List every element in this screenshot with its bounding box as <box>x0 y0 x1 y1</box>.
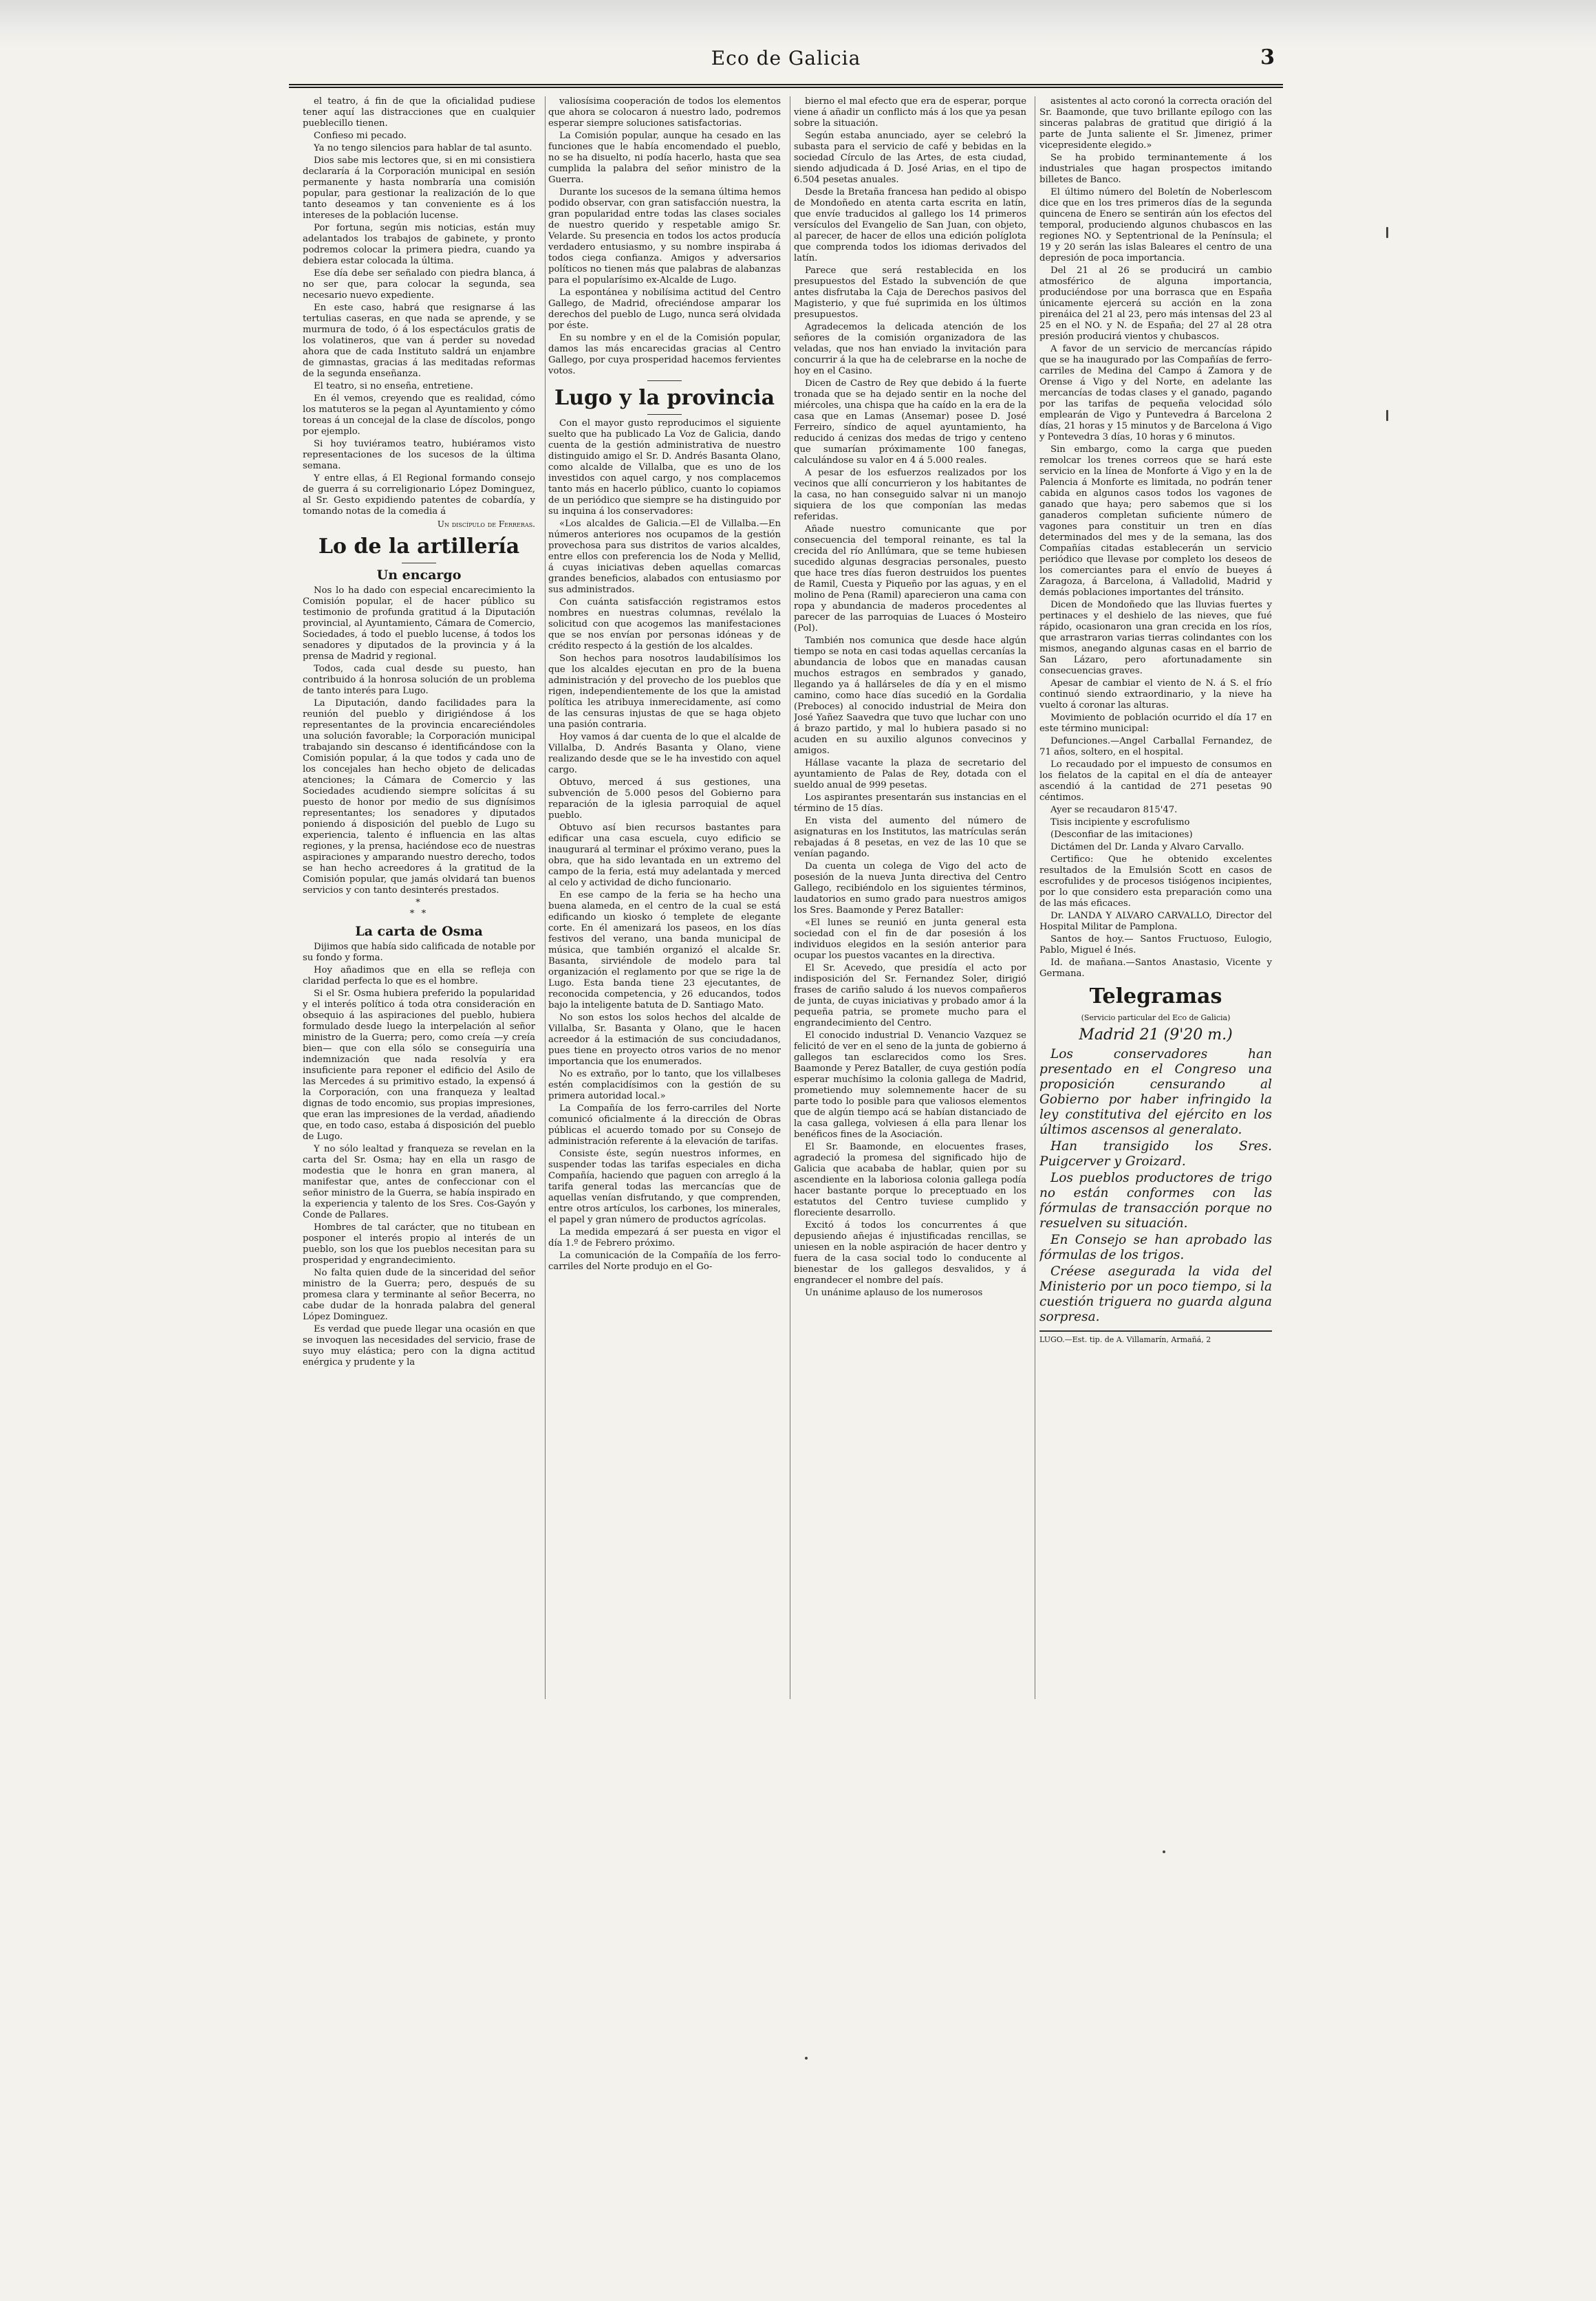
paragraph: En él vemos, creyendo que es realidad, cómo los matuteros se la pegan al Ayuntamiento y cómo toreas á un concejal de la clase de díscolos, pongo por ejemplo. <box>303 393 535 437</box>
paragraph: Si el Sr. Osma hubiera preferido la popularidad y el interés político á toda otra consideración en obsequio á las aspiraciones del pueblo, hubiera formulado desde luego la interpelación al señor ministro de la Guerra; pero, como creía —y creía bien— que con ella sólo se conseguiría una indemnización que nada resolvía y era insuficiente para reponer el edificio del Asilo de las Mercedes á su primitivo estado, la expensó á la Corporación, con una franqueza y lealtad dignas de todo encomio, sus propias impresiones, que eran las impresiones de la verdad, añadiendo que, en todo caso, estaba á disposición del pueblo de Lugo. <box>303 989 535 1142</box>
paragraph: Id. de mañana.—Santos Anastasio, Vicente y Germana. <box>1039 958 1272 979</box>
paragraph: Agradecemos la delicada atención de los señores de la comisión organizadora de las veladas, que nos han enviado la invitación para concurrir á la que ha de celebrarse en la noche de hoy en el Casino. <box>794 322 1026 376</box>
column-1-paragraphs-3 <box>303 942 535 1368</box>
paragraph: En este caso, habrá que resignarse á las tertulias caseras, en que nada se aprende, y se murmura de todo, ó á los espectáculos gratis de los volatineros, que van á perder su novedad ahora que de cada Instituto saldrá un enjambre de gimnastas, gracias á las meditadas reformas de la segunda enseñanza. <box>303 303 535 379</box>
paragraph: A pesar de los esfuerzos realizados por los vecinos que allí concurrieron y los habitantes de la casa, no han conseguido salvar ni un manojo siquiera de los que componían las medas referidas. <box>794 468 1026 522</box>
paragraph: el teatro, á fin de que la oficialidad pudiese tener aquí las distracciones que en cualquier pueblecillo tienen. <box>303 96 535 129</box>
scan-speck <box>805 2057 808 2060</box>
paragraph: Y entre ellas, á El Regional formando consejo de guerra á su correligionario López Dominguez, al Sr. Gesto expidiendo patentes de cobardía, y tomando notas de la comedia á <box>303 473 535 517</box>
paragraph: El Sr. Acevedo, que presidía el acto por indisposición del Sr. Fernandez Soler, dirigió frases de cariño saludo á los nuevos compañeros de junta, de cuyas iniciativas y probado amor á la pequeña patria, se promete mucho para el engrandecimiento del Centro. <box>794 963 1026 1028</box>
paragraph: Dr. LANDA Y ALVARO CARVALLO, Director del Hospital Militar de Pamplona. <box>1039 911 1272 932</box>
paragraph: En ese campo de la feria se ha hecho una buena alameda, en el centro de la cual se está edificando un kiosko ó templete de elegante corte. En él amenizará los paseos, en los días festivos del verano, una banda municipal de música, que también organizó el alcalde Sr. Basanta, sirviéndole de modelo para tal organización el reglamento por que se rige la de Lugo. Esta banda tiene 23 ejecutantes, de reconocida competencia, y 26 educandos, todos bajo la inteligente batuta de D. Santiago Mato. <box>548 890 781 1011</box>
paragraph: Es verdad que puede llegar una ocasión en que se invoquen las necesidades del servicio, frase de suyo muy elástica; pero con la digna actitud enérgica y prudente y la <box>303 1324 535 1368</box>
paragraph: Hoy vamos á dar cuenta de lo que el alcalde de Villalba, D. Andrés Basanta y Olano, viene realizando desde que se le ha investido con aquel cargo. <box>548 732 781 775</box>
service-note: (Servicio particular del Eco de Galicia) <box>1081 1013 1231 1022</box>
paragraph: Defunciones.—Angel Carballal Fernandez, de 71 años, soltero, en el hospital. <box>1039 736 1272 757</box>
paragraph: El Sr. Baamonde, en elocuentes frases, agradeció la promesa del significado hijo de Galicia que acababa de hablar, quien por su ascendiente en la laboriosa colonia gallega podía hacer bastante porque lo preceptuado en los estatutos del Centro tuviese cumplido y floreciente desarrollo. <box>794 1142 1026 1218</box>
paragraph: bierno el mal efecto que era de esperar, porque viene á añadir un conflicto más á los que ya pesan sobre la situación. <box>794 96 1026 129</box>
newspaper-title: Eco de Galicia <box>711 47 861 69</box>
page-number: 3 <box>1260 45 1275 69</box>
paragraph: La espontánea y nobilísima actitud del Centro Gallego, de Madrid, ofreciéndose amparar los derechos del pueblo de Lugo, nunca será olvidada por éste. <box>548 288 781 331</box>
scan-noise-edge <box>0 0 1596 48</box>
paragraph: Los aspirantes presentarán sus instancias en el término de 15 días. <box>794 792 1026 814</box>
paragraph: Por fortuna, según mis noticias, están muy adelantados los trabajos de gabinete, y pronto podremos colocar la primera piedra, cuando ya debiera estar colocada la última. <box>303 223 535 266</box>
paragraph: Todos, cada cual desde su puesto, han contribuido á la honrosa solución de un problema de tanto interés para Lugo. <box>303 664 535 696</box>
paragraph: Apesar de cambiar el viento de N. á S. el frío continuó siendo extraordinario, y la nieve ha vuelto á coronar las alturas. <box>1039 678 1272 711</box>
paragraph: Movimiento de población ocurrido el día 17 en este término municipal: <box>1039 713 1272 734</box>
paragraph: Consiste éste, según nuestros informes, en suspender todas las tarifas especiales en dicha Compañía, haciendo que paguen con arreglo á la tarifa general todas las mercancías que de aquellas venían disfrutando, y que comprenden, entre otros artículos, los carbones, los minerales, el papel y gran número de productos agrícolas. <box>548 1149 781 1225</box>
paragraph: En Consejo se han aprobado las fórmulas de los trigos. <box>1039 1233 1272 1262</box>
paragraph: Tisis incipiente y escrofulismo <box>1050 817 1190 828</box>
paragraph: En vista del aumento del número de asignaturas en los Institutos, las matrículas serán rebajadas á 8 pesetas, en vez de las 10 que se venían pagando. <box>794 816 1026 859</box>
paragraph: No es extraño, por lo tanto, que los villalbeses estén complacidísimos con la gestión de su primera autoridad local.» <box>548 1069 781 1101</box>
paragraph: El teatro, si no enseña, entretiene. <box>314 381 473 391</box>
scan-speck <box>1386 227 1388 238</box>
paragraph: Según estaba anunciado, ayer se celebró la subasta para el servicio de café y bebidas en la sociedad Círculo de las Artes, de esta ciudad, siendo adjudicada á D. José Arias, en el tipo de 6.504 pesetas anuales. <box>794 131 1026 185</box>
column-1-paragraphs <box>303 96 535 517</box>
column-4-paragraphs <box>1039 96 1272 980</box>
column-3 <box>794 96 1026 1699</box>
paragraph: Con el mayor gusto reproducimos el siguiente suelto que ha publicado La Voz de Galicia, dando cuenta de la gestión administrativa de nuestro distinguido amigo el Sr. D. Andrés Basanta Olano, como alcalde de Villalba, que es uno de los investidos con aquel cargo, y nos complacemos tanto más en hacerlo público, cuanto lo copiamos de un periódico que siempre se ha distinguido por su inquina á los conservadores: <box>548 418 781 517</box>
paragraph: La Compañía de los ferro-carriles del Norte comunicó oficialmente á la dirección de Obras públicas el acuerdo tomado por su Consejo de administración referente á la elevación de tarifas. <box>548 1103 781 1147</box>
column-1 <box>303 96 535 1699</box>
paragraph: Dictámen del Dr. Landa y Alvaro Carvallo. <box>1050 842 1244 852</box>
paragraph: También nos comunica que desde hace algún tiempo se nota en casi todas aquellas cercanías la abundancia de lobos que en manadas causan muchos estragos en sembrados y ganado, llegando ya á hallárseles de día y en el mismo camino, como hace días sucedió en la Gordalia (Preboces) al conocido industrial de Meira don José Yañez Saavedra que tuvo que luchar con uno á brazo partido, y mal lo hubiera pasado si no acuden en su auxilio algunos convecinos y amigos. <box>794 636 1026 756</box>
printer-imprint: LUGO.—Est. tip. de A. Villamarín, Armañá, 2 <box>1039 1330 1272 1346</box>
paragraph: «Los alcaldes de Galicia.—El de Villalba.—En números anteriores nos ocupamos de la gestión provechosa para sus distritos de varios alcaldes, entre ellos con preferencia los de Noda y Mellid, á cuyas iniciativas deben aquellas comarcas grandes beneficios, alabados con entusiasmo por sus administrados. <box>548 519 781 595</box>
paragraph: Parece que será restablecida en los presupuestos del Estado la subvención de que antes disfrutaba la Caja de Derechos pasivos del Magisterio, y que fué suprimida en los últimos presupuestos. <box>794 266 1026 320</box>
paragraph: Hállase vacante la plaza de secretario del ayuntamiento de Palas de Rey, dotada con el sueldo anual de 999 pesetas. <box>794 758 1026 790</box>
divider <box>647 380 682 381</box>
paragraph: Son hechos para nosotros laudabilísimos los que los alcaldes ejecutan en pro de la buena administración y del provecho de los pueblos que rigen, independientemente de los que la amistad política les atribuya inmerecidamente, así como de las censuras injustas de que se haga objeto una pasión contraria. <box>548 653 781 730</box>
paragraph: El conocido industrial D. Venancio Vazquez se felicitó de ver en el seno de la junta de gobierno á gallegos tan esclarecidos como los Sres. Baamonde y Perez Bataller, de cuya gestión podía esperar muchísimo la colonia gallega de Madrid, prometiendo muy solemnemente hacer de su parte todo lo posible para que valiosos elementos que de algún tiempo acá se habían distanciado de la casa gallega, volviesen á ella para llenar los benéficos fines de la Asociación. <box>794 1030 1026 1140</box>
paragraph: La Comisión popular, aunque ha cesado en las funciones que le había encomendado el pueblo, no se ha disuelto, ni podía hacerlo, hasta que sea cumplida la palabra del señor ministro de la Guerra. <box>548 131 781 185</box>
telegram-dateline: Madrid 21 (9'20 m.) <box>1079 1026 1233 1044</box>
paragraph: Créese asegurada la vida del Ministerio por un poco tiempo, si la cuestión triguera no guarda alguna sorpresa. <box>1039 1264 1272 1324</box>
paragraph: Dicen de Mondoñedo que las lluvias fuertes y pertinaces y el deshielo de las nieves, que fué rápido, ocasionaron una gran crecida en los ríos, que arrastraron varias tierras colindantes con los mismos, anegando algunas casas en el barrio de San Lázaro, pero afortunadamente sin consecuencias graves. <box>1039 600 1272 676</box>
telegram-list <box>1039 1047 1272 1325</box>
column-4 <box>1039 96 1272 1699</box>
divider <box>647 414 682 415</box>
paragraph: Lo recaudado por el impuesto de consumos en los fielatos de la capital en el día de anteayer ascendió á la cantidad de 271 pesetas 90 céntimos. <box>1039 759 1272 803</box>
paragraph: Durante los sucesos de la semana última hemos podido observar, con gran satisfacción nuestra, la gran popularidad entre todas las clases sociales de nuestro querido y respetable amigo Sr. Velarde. Su presencia en todos los actos producía verdadero entusiasmo, y su nombre inspiraba á todos ciega confianza. Amigos y adversarios políticos no tienen más que palabras de alabanzas para el popularísimo ex-Alcalde de Lugo. <box>548 187 781 285</box>
paragraph: Da cuenta un colega de Vigo del acto de posesión de la nueva Junta directiva del Centro Gallego, recibiéndolo en los siguientes términos, laudatorios en sumo grado para nuestros amigos los Sres. Baamonde y Perez Bataller: <box>794 861 1026 916</box>
section-title: Lugo y la provincia <box>554 386 775 410</box>
paragraph: Certifico: Que he obtenido excelentes resultados de la Emulsión Scott en casos de escrofulides y de procesos tisiógenos incipientes, por lo que considero esta preparación como una de las más eficaces. <box>1039 854 1272 909</box>
paragraph: Si hoy tuviéramos teatro, hubiéramos visto representaciones de los sucesos de la última semana. <box>303 439 535 471</box>
paragraph: «El lunes se reunió en junta general esta sociedad con el fin de dar posesión á los individuos elegidos en la sesión anterior para ocupar los puestos vacantes en la directiva. <box>794 918 1026 961</box>
paragraph: (Desconfiar de las imitaciones) <box>1050 830 1193 840</box>
paragraph: El último número del Boletín de Noberlescom dice que en los tres primeros días de la segunda quincena de Enero se sentirán aún los efectos del temporal, produciendo algunos chubascos en las regiones NO. y Septentrional de la Península; el 19 y 20 serán las islas Baleares el centro de una depresión de poca importancia. <box>1039 187 1272 263</box>
paragraph: Confieso mi pecado. <box>314 131 407 141</box>
paragraph: Se ha probido terminantemente á los industriales que hagan prospectos imitando billetes de Banco. <box>1039 153 1272 185</box>
paragraph: Obtuvo así bien recursos bastantes para edificar una casa escuela, cuyo edificio se inaugurará al terminar el próximo verano, pues la obra, que ha sido levantada en un extremo del campo de la feria, está muy adelantada y merced al celo y actividad de dicho funcionario. <box>548 823 781 888</box>
paragraph: Santos de hoy.— Santos Fructuoso, Eulogio, Pablo, Miguel é Inés. <box>1039 934 1272 955</box>
paragraph: valiosísima cooperación de todos los elementos que ahora se colocaron á nuestro lado, podremos esperar siempre soluciones satisfactorias. <box>548 96 781 129</box>
scan-speck <box>1163 1850 1165 1853</box>
paragraph: Dijimos que había sido calificada de notable por su fondo y forma. <box>303 942 535 963</box>
paragraph: No son estos los solos hechos del alcalde de Villalba, Sr. Basanta y Olano, que le hacen acreedor á la estimación de sus conciudadanos, pues tiene en proyecto otros varios de no menor importancia que los enumerados. <box>548 1013 781 1067</box>
paragraph: Un unánime aplauso de los numerosos <box>805 1288 983 1298</box>
column-2-paragraphs <box>548 96 781 377</box>
paragraph: Ya no tengo silencios para hablar de tal asunto. <box>314 143 532 153</box>
paragraph: Los pueblos productores de trigo no están conformes con las fórmulas de transacción porque no resuelven su situación. <box>1039 1171 1272 1231</box>
paragraph: Ayer se recaudaron 815'47. <box>1050 805 1178 815</box>
paragraph: asistentes al acto coronó la correcta oración del Sr. Baamonde, que tuvo brillante epílogo con las sinceras palabras de gratitud que dirigió á la parte de Junta saliente el Sr. Jimenez, primer vicepresidente elegido.» <box>1039 96 1272 151</box>
paragraph: Añade nuestro comunicante que por consecuencia del temporal reinante, es tal la crecida del río Anllúmara, que se teme hubiesen sucedido algunas desgracias personales, puesto que hace tres días fueron destruidos los puentes de Ramil, Cuesta y Piqueño por las aguas, y en el molino de Pena (Ramil) aparecieron una cama con ropa y abundancia de maderos procedentes al parecer de las parroquias de Luaces ó Mosteiro (Pol). <box>794 524 1026 634</box>
paragraph: Sin embargo, como la carga que pueden remolcar los trenes correos que se hará este servicio en la línea de Monforte á Vigo y en la de Palencia á Monforte es limitada, no podrán tener cabida en algunos casos todos los vagones de ganado que haya; pero sabemos que si los ganaderos completan suficiente número de vagones para constituir un tren en días determinados del mes y de la semana, las dos Compañías citadas establecerán un servicio periódico que llevase por completo los deseos de los comerciantes para el envío de bueyes á Zaragoza, á Barcelona, á Valladolid, Madrid y demás poblaciones importantes del tránsito. <box>1039 444 1272 598</box>
paragraph: Ese día debe ser señalado con piedra blanca, á no ser que, para colocar la segunda, sea necesario nuevo expediente. <box>303 268 535 301</box>
paragraph: Los conservadores han presentado en el Congreso una proposición censurando al Gobierno por haber infringido la ley constitutiva del ejército en los últimos ascensos al generalato. <box>1039 1047 1272 1137</box>
column-2-paragraphs-2 <box>548 418 781 1273</box>
paragraph: La medida empezará á ser puesta en vigor el día 1.º de Febrero próximo. <box>548 1227 781 1249</box>
paragraph: Desde la Bretaña francesa han pedido al obispo de Mondoñedo en atenta carta escrita en latín, que envíe traducidos al gallego los 14 primeros versículos del Evangelio de San Juan, con objeto, al parecer, de hacer de ellos una edición políglota que comprenda todos los idiomas derivados del latín. <box>794 187 1026 263</box>
paragraph: En su nombre y en el de la Comisión popular, damos las más encarecidas gracias al Centro Gallego, por cuya prosperidad hacemos fervientes votos. <box>548 333 781 376</box>
paragraph: No falta quien dude de la sinceridad del señor ministro de la Guerra; pero, después de su promesa clara y terminante al señor Becerra, no cabe dudar de la honrada palabra del general López Dominguez. <box>303 1268 535 1322</box>
scan-speck <box>1386 410 1388 421</box>
paragraph: Han transigido los Sres. Puigcerver y Groizard. <box>1039 1139 1272 1169</box>
paragraph: Y no sólo lealtad y franqueza se revelan en la carta del Sr. Osma; hay en ella un rasgo de modestia que le honra en gran manera, al manifestar que, antes de confeccionar con el señor ministro de la Guerra, se había inspirado en la experiencia y talento de los Sres. Cos-Gayón y Conde de Pallares. <box>303 1144 535 1220</box>
paragraph: Dicen de Castro de Rey que debido á la fuerte tronada que se ha dejado sentir en la noche del miércoles, una chispa que ha caído en la era de la casa que en Lamas (Ansemar) posee D. José Ferreiro, síndico de aquel ayuntamiento, ha reducido á cenizas dos medas de trigo y centeno que sumarían próximamente 100 fanegas, calculándose su valor en 4 á 5.000 reales. <box>794 378 1026 466</box>
paragraph: La Diputación, dando facilidades para la reunión del pueblo y dirigiéndose á los representantes de la provincia encareciéndoles una solución favorable; la Corporación municipal trabajando sin descanso é identificándose con la Comisión popular, á la que todos y cada uno de los concejales han hecho objeto de delicadas atenciones; la Cámara de Comercio y las Sociedades acudiendo siempre solícitas á su puesto de honor por medio de sus dignísimos representantes; los senadores y diputados poniendo á disposición del pueblo de Lugo su experiencia, talento é influencia en las altas regiones, y la prensa, haciéndose eco de nuestras aspiraciones y amparando nuestro derecho, todos se han hecho acreedores á la gratitud de la Comisión popular, que jamás olvidará tan buenos servicios y con tanto desinterés prestados. <box>303 698 535 896</box>
column-1-paragraphs-2 <box>303 585 535 896</box>
paragraph: Hombres de tal carácter, que no titubean en posponer el interés propio al interés de un pueblo, son los que los pueblos necesitan para su prosperidad y engrandecimiento. <box>303 1222 535 1266</box>
paragraph: Dios sabe mis lectores que, si en mi consistiera declararía á la Corporación municipal en sesión permanente y hasta nombraría una comisión popular, para gestionar la realización de lo que tanto deseamos y tan conveniente es á los intereses de la población lucense. <box>303 155 535 221</box>
page-header <box>289 43 1283 88</box>
paragraph: Con cuánta satisfacción registramos estos nombres en nuestras columnas, revélalo la solicitud con que acogemos las manifestaciones que se nos envían por personas idóneas y de crédito respecto á la gestión de los alcaldes. <box>548 597 781 651</box>
asterism: * * * <box>409 898 429 919</box>
paragraph: Hoy añadimos que en ella se refleja con claridad perfecta lo que es el hombre. <box>303 965 535 986</box>
section-title: Telegramas <box>1089 984 1222 1008</box>
article-columns <box>303 96 1280 1699</box>
subtitle: La carta de Osma <box>355 924 483 939</box>
paragraph: Del 21 al 26 se producirá un cambio atmosférico de alguna importancia, produciéndose por una borrasca que en España únicamente ejercerá su acción en la zona pirenáica del 21 al 23, pero más intensas del 23 al 25 en el NO. y N. de España; del 27 al 28 otra presión producirá vientos y chubascos. <box>1039 266 1272 342</box>
paragraph: Obtuvo, merced á sus gestiones, una subvención de 5.000 pesos del Gobierno para reparación de la iglesia parroquial de aquel pueblo. <box>548 777 781 821</box>
paragraph: Excitó á todos los concurrentes á que depusiendo añejas é injustificadas rencillas, se uniesen en la noble aspiración de hacer dentro y fuera de la casa social todo lo conducente al bienestar de los gallegos desvalidos, y á engrandecer el nombre del país. <box>794 1220 1026 1286</box>
paragraph: La comunicación de la Compañía de los ferro-carriles del Norte produjo en el Go- <box>548 1251 781 1272</box>
subtitle: Un encargo <box>376 568 462 583</box>
paragraph: Nos lo ha dado con especial encarecimiento la Comisión popular, el de hacer público su testimonio de profunda gratitud á la Diputación provincial, al Ayuntamiento, Cámara de Comercio, Sociedades, á todo el pueblo lucense, á todos los senadores y diputados de la provincia y á la prensa de Madrid y regional. <box>303 585 535 662</box>
section-title: Lo de la artillería <box>318 534 520 559</box>
column-3-paragraphs <box>794 96 1026 1299</box>
signature: Un discípulo de Ferreras. <box>437 519 535 529</box>
column-2 <box>548 96 781 1699</box>
paragraph: A favor de un servicio de mercancías rápido que se ha inaugurado por las Compañías de ferro-carriles de Medina del Campo á Zamora y de Orense á Vigo y del Norte, en adelante las mercancías de todas clases y el ganado, pagando por las tarifas de pequeña velocidad sólo emplearán de Vigo y Puntevedra á Barcelona 2 días, 21 horas y 15 minutos y de Barcelona á Vigo y Pontevedra 3 días, 10 horas y 6 minutos. <box>1039 344 1272 442</box>
